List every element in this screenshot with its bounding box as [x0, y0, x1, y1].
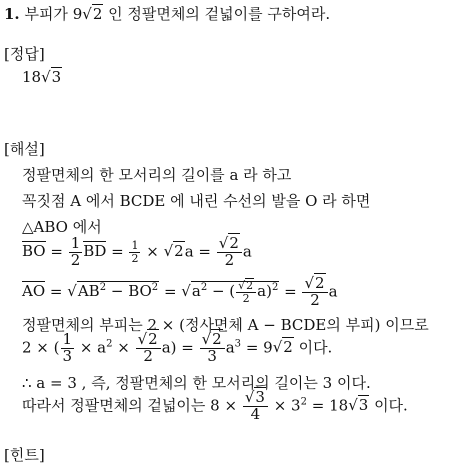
- answer-header: [정답]: [4, 45, 45, 63]
- solution-header: [해설]: [4, 140, 45, 158]
- answer-value: 18√3: [22, 68, 62, 86]
- solution-line-6: 정팔면체의 부피는 2 × (정사면체 A − BCDE의 부피) 이므로: [22, 316, 429, 334]
- hint-header: [힌트]: [4, 446, 45, 464]
- sqrt-expression: √2: [82, 5, 103, 23]
- solution-line-4: BO = $\frac{1}{2}$ BD = $\frac{1}{2}$ × √2a = $\frac{√2}{2}$ a: [22, 234, 252, 269]
- solution-line-5: AO = $√AB^2 - BO^2 = √a^2$ − ( $\frac{√2}{2}$ a)$^2$ = $\frac{√2}{2}$ a: [22, 274, 338, 309]
- solution-line-8: ∴ a = 3 , 즉, 정팔면체의 한 모서리의 길이는 3 이다.: [22, 374, 371, 392]
- problem-number: 1.: [4, 5, 20, 23]
- solution-line-3: △ABO 에서: [22, 218, 102, 236]
- solution-line-7: 2 × ( $\frac{1}{3}$ × $a^2$ × $\frac{√2}{2}$ a) = $\frac{√2}{3}$ $a^3 = 9√2$ 이다.: [22, 330, 333, 365]
- solution-line-9: 따라서 정팔면체의 겉넓이는 8 × $\frac{√3}{4}$ × $3^2 = 18√3$ 이다.: [22, 388, 408, 423]
- solution-line-1: 정팔면체의 한 모서리의 길이를 a 라 하고: [22, 166, 292, 184]
- problem-statement: 1. 부피가 9√2 인 정팔면체의 겉넓이를 구하여라.: [4, 5, 331, 23]
- solution-line-2: 꼭짓점 A 에서 BCDE 에 내린 수선의 발을 O 라 하면: [22, 192, 371, 210]
